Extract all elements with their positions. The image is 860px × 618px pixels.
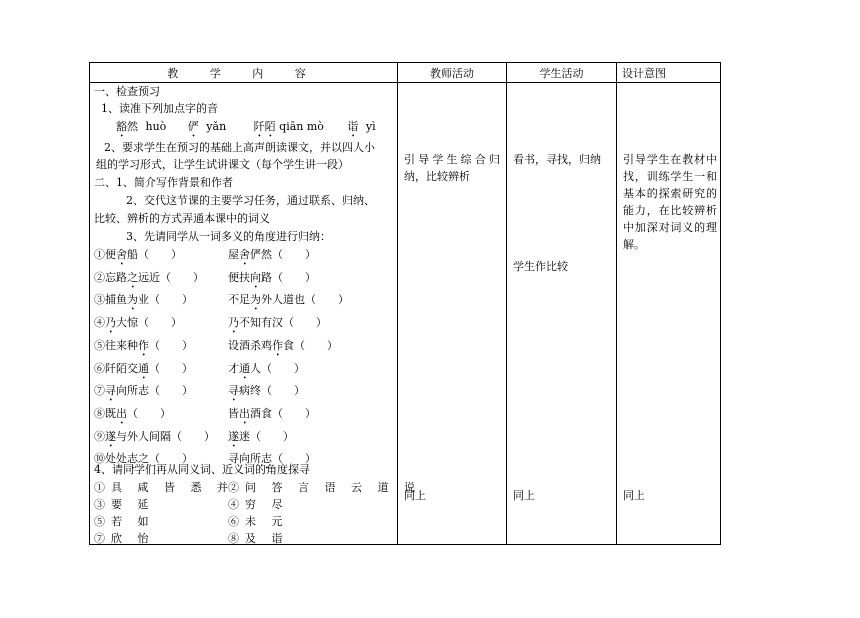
- polysemy-item-compare: [228, 271, 316, 291]
- dotted-char: 寻: [105, 384, 116, 398]
- student-activity-1: 看书，寻找，归纳: [513, 153, 601, 166]
- item-text: 屋: [228, 248, 239, 261]
- item-text: 业（ ）: [138, 293, 193, 307]
- header-teacher: 教师活动: [398, 63, 507, 83]
- student-activity-1b: 学生作比较: [513, 260, 568, 273]
- pinyin-text: qiān mò: [279, 120, 324, 133]
- synonym-group: ⑦欣 怡: [94, 532, 155, 545]
- section-2-item-2b: 比较、辨析的方式弄通本课中的词义: [94, 212, 270, 225]
- pinyin-text: yǎn: [206, 120, 227, 133]
- section-1-item-1: 1、读准下列加点字的音: [101, 102, 218, 115]
- table-body-row: [90, 83, 721, 545]
- synonym-group: ⑤若 如: [94, 515, 155, 528]
- section-1-title: 一、检查预习: [94, 85, 160, 98]
- pinyin-row: [116, 120, 376, 140]
- dotted-char: 出: [116, 406, 127, 420]
- header-student: 学生活动: [507, 63, 617, 83]
- dotted-char: 舍: [116, 248, 127, 261]
- polysemy-item: [94, 362, 193, 382]
- header-content: 教 学 内 容: [90, 63, 398, 83]
- polysemy-item: [94, 407, 171, 427]
- item-text: ⑩处处: [94, 452, 127, 466]
- dotted-char: 向: [250, 270, 261, 284]
- item-text: ⑨: [94, 429, 105, 443]
- item-text: （ ）: [272, 452, 316, 466]
- item-text: 不足: [228, 293, 250, 307]
- item-text: ⑧既: [94, 406, 116, 420]
- item-text: 船（ ）: [127, 248, 182, 261]
- polysemy-item: [94, 339, 193, 359]
- polysemy-item: [94, 293, 193, 313]
- item-text: 之（ ）: [138, 452, 193, 466]
- item-text: ④: [94, 316, 105, 330]
- pinyin-char: 诣: [347, 120, 359, 133]
- pinyin-char: 豁: [116, 120, 127, 133]
- synonym-group: ①具 咸 皆 悉 并: [94, 481, 234, 494]
- polysemy-item-compare: [228, 407, 316, 427]
- dotted-char: 作: [138, 338, 149, 352]
- item-text: 与外人间隔（ ）: [116, 429, 215, 443]
- item-text: （ ）: [149, 338, 193, 352]
- dotted-char: 志: [127, 452, 138, 466]
- teacher-activity-2: 同上: [404, 489, 426, 502]
- dotted-char: 遂: [228, 429, 239, 443]
- item-text: 路（ ）: [261, 270, 316, 284]
- polysemy-item-compare: [228, 316, 327, 336]
- dotted-char: 通: [239, 361, 250, 375]
- synonym-group: ④穷 尽: [228, 498, 289, 511]
- design-intent-1: 引导学生在教材中找，训练学生一和基本的探索研究的能力，在比较辨析中加深对词义的理解。: [623, 153, 717, 251]
- pinyin-rest: 然: [127, 120, 138, 133]
- item-text: 便扶: [228, 270, 250, 284]
- item-text: 远近（ ）: [138, 270, 204, 284]
- dotted-char: 之: [127, 270, 138, 284]
- section-2-item-2a: 2、交代这节课的主要学习任务，通过联系、归纳、: [126, 194, 375, 207]
- table-header-row: [90, 63, 721, 83]
- item-text: 病终（ ）: [239, 384, 305, 398]
- synonym-group: ②问 答 言 语 云 道 说: [228, 481, 421, 494]
- student-activity-2: 同上: [513, 489, 535, 502]
- dotted-char: 乃: [228, 316, 239, 330]
- item-text: 才: [228, 361, 239, 375]
- item-text: 不知有汉（ ）: [239, 316, 327, 330]
- pinyin-char: 俨: [187, 120, 199, 133]
- section-1-item-2b: 组的学习形式，让学生试讲课文（每个学生讲一段）: [96, 158, 349, 171]
- lesson-plan-table: [89, 62, 721, 545]
- polysemy-item: [94, 430, 215, 450]
- item-text: ⑦: [94, 384, 105, 398]
- polysemy-item: [94, 316, 182, 336]
- polysemy-item-compare: [228, 384, 305, 404]
- dotted-char: 通: [138, 361, 149, 375]
- dotted-char: 寻: [228, 384, 239, 398]
- item-text: 寻向所: [228, 452, 261, 466]
- item-text: 迷（ ）: [239, 429, 294, 443]
- item-text: ②忘路: [94, 270, 127, 284]
- dotted-char: 遂: [105, 429, 116, 443]
- dotted-char: 志: [261, 452, 272, 466]
- dotted-char: 作: [272, 338, 283, 352]
- item-text: （ ）: [127, 406, 171, 420]
- polysemy-item: [94, 248, 182, 268]
- polysemy-item: [94, 271, 204, 291]
- polysemy-item: [94, 384, 193, 404]
- item-text: ⑤往来种: [94, 338, 138, 352]
- item-text: 大惊（ ）: [116, 316, 182, 330]
- item-text: 俨然（ ）: [250, 248, 316, 261]
- header-intent: 设计意图: [617, 63, 721, 83]
- teacher-cell: [398, 83, 507, 545]
- item-text: 皆: [228, 406, 239, 420]
- item-text: ①便: [94, 248, 116, 261]
- item-text: （ ）: [149, 361, 193, 375]
- synonym-group: ③要 延: [94, 498, 155, 511]
- item-text: 人（ ）: [250, 361, 305, 375]
- item-text: 向所志（ ）: [116, 384, 193, 398]
- dotted-char: 舍: [239, 248, 250, 261]
- pinyin-text: huò: [145, 120, 167, 133]
- item-text: ⑥阡陌交: [94, 361, 138, 375]
- synonym-group: ⑧及 诣: [228, 532, 289, 545]
- dotted-char: 为: [250, 293, 261, 307]
- pinyin-text: yì: [365, 120, 376, 133]
- design-intent-2: 同上: [623, 489, 645, 502]
- item-text: 外人道也（ ）: [261, 293, 349, 307]
- polysemy-item-compare: [228, 362, 305, 382]
- synonym-group: ⑥未 元: [228, 515, 289, 528]
- section-2-item-4: 4、请同学们再从同义词、近义词的角度探寻: [94, 463, 310, 476]
- dotted-char: 乃: [105, 316, 116, 330]
- teacher-activity-1: 引导学生综合归纳，比较辨析: [404, 153, 500, 183]
- dotted-char: 出: [239, 406, 250, 420]
- intent-cell: [617, 83, 721, 545]
- item-text: ③捕鱼: [94, 293, 127, 307]
- section-2-item-3: 3、先请同学从一词多义的角度进行归纳：: [126, 230, 331, 243]
- item-text: 食（ ）: [283, 338, 338, 352]
- polysemy-item-compare: [228, 339, 338, 359]
- pinyin-char: 阡陌: [253, 120, 276, 133]
- item-text: 设酒杀鸡: [228, 338, 272, 352]
- polysemy-item-compare: [228, 293, 349, 313]
- polysemy-item-compare: [228, 248, 316, 268]
- polysemy-item-compare: [228, 430, 294, 450]
- section-1-item-2a: 2、要求学生在预习的基础上高声朗读课文，并以四人小: [104, 141, 375, 154]
- student-cell: [507, 83, 617, 545]
- section-2-title: 二、1、简介写作背景和作者: [94, 176, 233, 189]
- item-text: 酒食（ ）: [250, 406, 316, 420]
- dotted-char: 为: [127, 293, 138, 307]
